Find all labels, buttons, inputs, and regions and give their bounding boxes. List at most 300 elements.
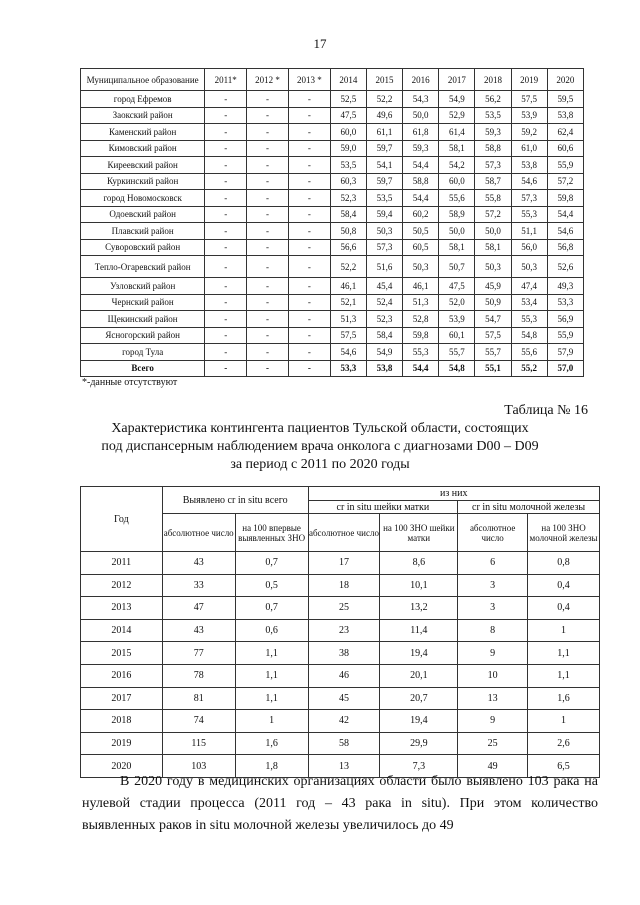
table-cell: 10,1 [380, 574, 458, 597]
table-cell: 55,9 [547, 327, 583, 344]
table-cell: 1,8 [235, 755, 308, 778]
table-cell: 47 [162, 597, 235, 620]
total-row [81, 360, 584, 377]
table-cell: 0,4 [528, 597, 600, 620]
table-cell: - [247, 256, 289, 278]
table-cell: - [247, 124, 289, 141]
table-cell: - [247, 278, 289, 295]
table-cell: - [205, 344, 247, 361]
table-cell: 1,1 [235, 687, 308, 710]
table-cell: 57,3 [366, 239, 402, 256]
table-row [81, 311, 584, 328]
table-cell: 56,8 [547, 239, 583, 256]
table-cell: 53,5 [366, 190, 402, 207]
table-cell: 54,6 [547, 223, 583, 240]
table-cell: 61,8 [403, 124, 439, 141]
table-row [81, 107, 584, 124]
table-cell: 1 [235, 710, 308, 733]
header-municipality: Муниципальное образование [81, 69, 205, 91]
table-cell: 45 [308, 687, 380, 710]
municipality-name: Заокский район [81, 107, 205, 124]
table-cell: 60,5 [403, 239, 439, 256]
table-cell: 59,8 [547, 190, 583, 207]
table-cell: - [288, 239, 330, 256]
table-cell: 50,0 [439, 223, 475, 240]
table-cell: 53,9 [511, 107, 547, 124]
table-cell: 55,3 [403, 344, 439, 361]
table-cell: 53,5 [475, 107, 511, 124]
table-row [81, 732, 600, 755]
year-cell: 2011 [81, 552, 163, 575]
table-cell: - [205, 91, 247, 108]
table-cell: - [205, 278, 247, 295]
municipality-name: Каменский район [81, 124, 205, 141]
header-per100-breast: на 100 ЗНО молочной железы [528, 514, 600, 552]
table-cell: 52,8 [403, 311, 439, 328]
table-cell: - [288, 140, 330, 157]
table-cell: 11,4 [380, 619, 458, 642]
table-cell: 54,8 [511, 327, 547, 344]
year-cell: 2018 [81, 710, 163, 733]
table-cell: 1 [528, 710, 600, 733]
table-cell: 6,5 [528, 755, 600, 778]
table-cell: 54,4 [403, 190, 439, 207]
table-cell: 51,3 [403, 294, 439, 311]
header-absolute: абсолютное число [458, 514, 528, 552]
table-row [81, 173, 584, 190]
table-row [81, 157, 584, 174]
table-cell: 47,5 [439, 278, 475, 295]
table-cell: 59,0 [330, 140, 366, 157]
table-cell: - [205, 223, 247, 240]
table-cell: 58,8 [475, 140, 511, 157]
caption-line: под диспансерным наблюдением врача онколога с диагнозами D00 – D09 [101, 439, 539, 454]
table-cell: - [288, 327, 330, 344]
table-cell: 52,1 [330, 294, 366, 311]
table-cell: 54,3 [403, 91, 439, 108]
year-cell: 2015 [81, 642, 163, 665]
table-cell: 103 [162, 755, 235, 778]
table-row [81, 124, 584, 141]
municipality-name: Киреевский район [81, 157, 205, 174]
table-cell: 19,4 [380, 642, 458, 665]
year-cell: 2012 [81, 574, 163, 597]
table-cell: - [205, 173, 247, 190]
table-cell: 52,0 [439, 294, 475, 311]
year-cell: 2020 [81, 755, 163, 778]
table-cell: - [247, 344, 289, 361]
table-caption [60, 420, 580, 474]
municipality-name: Тепло-Огаревский район [81, 256, 205, 278]
table-cell: 53,9 [439, 311, 475, 328]
table-cell: 57,2 [547, 173, 583, 190]
table-cell: - [288, 107, 330, 124]
table-cell: 53,8 [366, 360, 402, 377]
table-cell: 55,6 [439, 190, 475, 207]
table-cell: - [205, 124, 247, 141]
year-cell: 2019 [81, 732, 163, 755]
table-header-row [81, 69, 584, 91]
table-cell: 54,4 [403, 157, 439, 174]
header-year: 2015 [366, 69, 402, 91]
table-row [81, 619, 600, 642]
header-year: 2019 [511, 69, 547, 91]
table-cell: 55,2 [511, 360, 547, 377]
municipality-name: город Новомосковск [81, 190, 205, 207]
table-cell: 52,9 [439, 107, 475, 124]
table-cell: - [205, 311, 247, 328]
table-row [81, 642, 600, 665]
table-row [81, 687, 600, 710]
table-cell: 59,7 [366, 173, 402, 190]
table-cell: 1,1 [528, 642, 600, 665]
header-year: Год [81, 487, 163, 552]
year-cell: 2014 [81, 619, 163, 642]
table-cell: 45,9 [475, 278, 511, 295]
table-cell: - [247, 206, 289, 223]
table-cell: - [288, 157, 330, 174]
table-cell: 50,8 [330, 223, 366, 240]
table-cell: 55,8 [475, 190, 511, 207]
table-cell: 53,3 [330, 360, 366, 377]
table-cell: 58,1 [475, 239, 511, 256]
table-cell: 43 [162, 619, 235, 642]
municipality-name: Узловский район [81, 278, 205, 295]
table-cell: 50,0 [403, 107, 439, 124]
table-cell: 77 [162, 642, 235, 665]
table-cell: 55,9 [547, 157, 583, 174]
table-cell: 55,3 [511, 206, 547, 223]
table-cell: 9 [458, 642, 528, 665]
table-cell: 51,1 [511, 223, 547, 240]
header-per100-cervix: на 100 ЗНО шейки матки [380, 514, 458, 552]
table-cell: - [288, 124, 330, 141]
body-paragraph: В 2020 году в медицинских организациях области было выявлено 103 рака на нулевой стадии процесса (2011 год – 43 рака in situ). При этом количество выявленных раков in situ молочной железы увеличилось до 49 [82, 774, 598, 833]
table-cell: - [205, 140, 247, 157]
table-cell: 54,2 [439, 157, 475, 174]
table-cell: 52,4 [366, 294, 402, 311]
table-row [81, 597, 600, 620]
table-cell: - [288, 173, 330, 190]
table-cell: - [288, 223, 330, 240]
table-cell: 51,6 [366, 256, 402, 278]
table-cell: - [205, 190, 247, 207]
municipality-name: Плавский район [81, 223, 205, 240]
table-cell: 52,6 [547, 256, 583, 278]
table-row [81, 294, 584, 311]
table-cell: 29,9 [380, 732, 458, 755]
municipality-name: Ясногорский район [81, 327, 205, 344]
table-cell: - [288, 360, 330, 377]
table-cell: 58,1 [439, 140, 475, 157]
caption-line: Характеристика контингента пациентов Тульской области, состоящих [111, 421, 529, 436]
municipality-name: Куркинский район [81, 173, 205, 190]
table-cell: 50,3 [475, 256, 511, 278]
table-cell: 0,5 [235, 574, 308, 597]
table-cell: - [247, 173, 289, 190]
table-cell: - [288, 256, 330, 278]
table-cell: 54,8 [439, 360, 475, 377]
header-year: 2011* [205, 69, 247, 91]
table-cell: 0,8 [528, 552, 600, 575]
table-cell: 49,3 [547, 278, 583, 295]
table-cell: 56,9 [547, 311, 583, 328]
table-cell: 59,2 [511, 124, 547, 141]
table-cell: 50,0 [475, 223, 511, 240]
municipality-name: Одоевский район [81, 206, 205, 223]
table-cell: - [247, 223, 289, 240]
table-cell: 1,6 [528, 687, 600, 710]
table-row [81, 190, 584, 207]
table-cell: 57,5 [475, 327, 511, 344]
table-cell: 54,1 [366, 157, 402, 174]
table-row [81, 710, 600, 733]
table-cell: 57,3 [511, 190, 547, 207]
table-cell: - [205, 360, 247, 377]
table-cell: 46,1 [403, 278, 439, 295]
table-cell: 1 [528, 619, 600, 642]
table-cell: 54,7 [475, 311, 511, 328]
table-cell: 59,7 [366, 140, 402, 157]
table-cell: 13 [458, 687, 528, 710]
table-cell: 20,1 [380, 664, 458, 687]
table-row [81, 344, 584, 361]
in-situ-table [80, 486, 600, 778]
table-cell: 53,8 [511, 157, 547, 174]
table-cell: 25 [458, 732, 528, 755]
table-cell: 1,6 [235, 732, 308, 755]
table-row [81, 223, 584, 240]
table-cell: 55,7 [475, 344, 511, 361]
table-cell: 49 [458, 755, 528, 778]
table-cell: 54,9 [439, 91, 475, 108]
table-cell: 81 [162, 687, 235, 710]
table-cell: - [288, 91, 330, 108]
table-cell: 61,0 [511, 140, 547, 157]
header-per100-first: на 100 впервые выявленных ЗНО [235, 514, 308, 552]
table-cell: - [247, 327, 289, 344]
table-cell: - [247, 157, 289, 174]
table-cell: - [205, 256, 247, 278]
table-cell: 57,9 [547, 344, 583, 361]
table-cell: - [247, 190, 289, 207]
caption-line: за период с 2011 по 2020 годы [230, 457, 410, 472]
table-row [81, 574, 600, 597]
table-cell: - [205, 157, 247, 174]
table-cell: 50,3 [511, 256, 547, 278]
table-cell: 46 [308, 664, 380, 687]
table-cell: 9 [458, 710, 528, 733]
table-cell: 50,5 [403, 223, 439, 240]
table-cell: - [205, 206, 247, 223]
municipality-name: Кимовский район [81, 140, 205, 157]
table-cell: 46,1 [330, 278, 366, 295]
year-cell: 2016 [81, 664, 163, 687]
table-header-row [81, 487, 600, 501]
year-cell: 2017 [81, 687, 163, 710]
table-cell: 52,5 [330, 91, 366, 108]
table-number: Таблица № 16 [504, 403, 588, 418]
table-row [81, 552, 600, 575]
table-cell: 62,4 [547, 124, 583, 141]
table-cell: 18 [308, 574, 380, 597]
footnote: *-данные отсутствуют [82, 377, 178, 388]
table-row [81, 206, 584, 223]
table-cell: - [288, 344, 330, 361]
header-year: 2014 [330, 69, 366, 91]
table-cell: 58,4 [330, 206, 366, 223]
table-cell: 74 [162, 710, 235, 733]
table-cell: 58,7 [475, 173, 511, 190]
table-cell: 49,6 [366, 107, 402, 124]
table-cell: 50,9 [475, 294, 511, 311]
table-row [81, 140, 584, 157]
municipality-name: город Ефремов [81, 91, 205, 108]
table-cell: 1,1 [528, 664, 600, 687]
table-cell: 58,9 [439, 206, 475, 223]
table-cell: 1,1 [235, 664, 308, 687]
table-cell: 59,8 [403, 327, 439, 344]
table-cell: 58,4 [366, 327, 402, 344]
table-cell: - [247, 360, 289, 377]
table-cell: 47,4 [511, 278, 547, 295]
table-cell: - [288, 311, 330, 328]
header-of-them: из них [308, 487, 599, 501]
header-year: 2013 * [288, 69, 330, 91]
table-cell: 0,7 [235, 552, 308, 575]
table-cell: 33 [162, 574, 235, 597]
table-cell: 57,3 [475, 157, 511, 174]
table-row [81, 664, 600, 687]
table-cell: 50,3 [366, 223, 402, 240]
table-cell: 43 [162, 552, 235, 575]
table-cell: - [205, 239, 247, 256]
table-cell: 58,1 [439, 239, 475, 256]
table-cell: - [205, 107, 247, 124]
table-row [81, 91, 584, 108]
table-cell: 57,2 [475, 206, 511, 223]
table-cell: 58,8 [403, 173, 439, 190]
municipality-name: Суворовский район [81, 239, 205, 256]
table-cell: 7,3 [380, 755, 458, 778]
table-cell: - [247, 91, 289, 108]
table-cell: 59,5 [547, 91, 583, 108]
municipality-name: Щекинский район [81, 311, 205, 328]
table-cell: 53,8 [547, 107, 583, 124]
table-cell: 2,6 [528, 732, 600, 755]
table-cell: 60,0 [439, 173, 475, 190]
table-cell: 57,5 [511, 91, 547, 108]
table-cell: 78 [162, 664, 235, 687]
table-cell: 53,5 [330, 157, 366, 174]
municipality-name: Чернский район [81, 294, 205, 311]
table-row [81, 278, 584, 295]
page-number: 17 [313, 36, 327, 51]
table-cell: 45,4 [366, 278, 402, 295]
table-cell: 56,6 [330, 239, 366, 256]
table-cell: 61,1 [366, 124, 402, 141]
table-cell: 54,4 [403, 360, 439, 377]
header-year: 2016 [403, 69, 439, 91]
municipality-name: Всего [81, 360, 205, 377]
table-cell: 23 [308, 619, 380, 642]
table-cell: 52,3 [366, 311, 402, 328]
table-cell: - [247, 140, 289, 157]
table-cell: 8 [458, 619, 528, 642]
header-absolute: абсолютное число [308, 514, 380, 552]
table-cell: 47,5 [330, 107, 366, 124]
table-cell: 60,0 [330, 124, 366, 141]
table-cell: 50,7 [439, 256, 475, 278]
table-cell: 20,7 [380, 687, 458, 710]
table-cell: - [247, 107, 289, 124]
table-cell: 53,4 [511, 294, 547, 311]
header-breast: cr in situ молочной железы [458, 501, 600, 514]
table-cell: 10 [458, 664, 528, 687]
table-cell: 60,1 [439, 327, 475, 344]
table-cell: 59,4 [366, 206, 402, 223]
table-cell: 0,6 [235, 619, 308, 642]
table-cell: 25 [308, 597, 380, 620]
table-cell: - [247, 294, 289, 311]
table-cell: 8,6 [380, 552, 458, 575]
table-cell: 3 [458, 574, 528, 597]
table-cell: 55,3 [511, 311, 547, 328]
table-cell: 60,6 [547, 140, 583, 157]
table-cell: - [205, 294, 247, 311]
header-year: 2017 [439, 69, 475, 91]
table-cell: 57,5 [330, 327, 366, 344]
table-cell: - [288, 190, 330, 207]
table-cell: 56,0 [511, 239, 547, 256]
table-cell: 54,6 [330, 344, 366, 361]
table-cell: 59,3 [403, 140, 439, 157]
municipality-name: город Тула [81, 344, 205, 361]
table-cell: 59,3 [475, 124, 511, 141]
table-row [81, 256, 584, 278]
table-cell: 0,4 [528, 574, 600, 597]
header-year: 2018 [475, 69, 511, 91]
header-year: 2020 [547, 69, 583, 91]
table-cell: - [288, 206, 330, 223]
header-year: 2012 * [247, 69, 289, 91]
table-cell: 50,3 [403, 256, 439, 278]
table-cell: 1,1 [235, 642, 308, 665]
table-cell: - [247, 311, 289, 328]
table-cell: - [288, 294, 330, 311]
table-cell: 55,1 [475, 360, 511, 377]
year-cell: 2013 [81, 597, 163, 620]
table-cell: 60,2 [403, 206, 439, 223]
table-cell: 53,3 [547, 294, 583, 311]
municipality-table [80, 68, 584, 377]
table-cell: 55,6 [511, 344, 547, 361]
table-cell: 52,3 [330, 190, 366, 207]
table-cell: 0,7 [235, 597, 308, 620]
table-cell: - [205, 327, 247, 344]
header-detected-total: Выявлено cr in situ всего [162, 487, 308, 514]
table-cell: 54,9 [366, 344, 402, 361]
table-cell: 52,2 [330, 256, 366, 278]
header-cervix: cr in situ шейки матки [308, 501, 458, 514]
table-cell: 55,7 [439, 344, 475, 361]
table-cell: 19,4 [380, 710, 458, 733]
table-cell: 3 [458, 597, 528, 620]
table-cell: 13,2 [380, 597, 458, 620]
header-absolute: абсолютное число [162, 514, 235, 552]
table-cell: 13 [308, 755, 380, 778]
table-cell: 57,0 [547, 360, 583, 377]
